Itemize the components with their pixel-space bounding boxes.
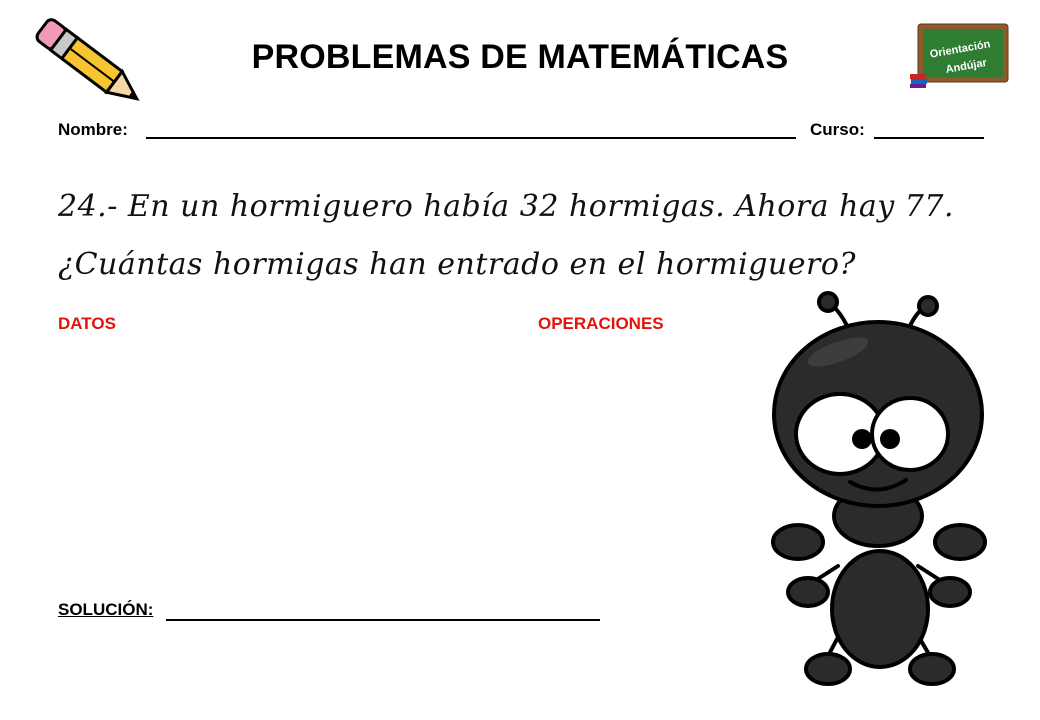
course-field[interactable] — [874, 137, 984, 139]
problem-line-1: 24.- En un hormiguero había 32 hormigas. Ahora hay 77. — [58, 189, 954, 224]
logo-line2: Andújar — [944, 56, 988, 76]
chalkboard-logo — [908, 22, 1010, 88]
operations-label: OPERACIONES — [538, 314, 664, 333]
course-label: Curso: — [810, 120, 865, 139]
ant-illustration — [768, 284, 1000, 704]
problem-line-2: ¿Cuántas hormigas han entrado en el hormiguero? — [58, 247, 856, 282]
name-field[interactable] — [146, 137, 796, 139]
data-label: DATOS — [58, 314, 116, 333]
page-title: PROBLEMAS DE MATEMÁTICAS — [251, 38, 789, 76]
logo-line1: Orientación — [928, 38, 992, 61]
solution-field[interactable] — [166, 619, 600, 621]
solution-label: SOLUCIÓN: — [58, 600, 154, 619]
problem-statement — [58, 178, 998, 294]
name-label: Nombre: — [58, 120, 128, 139]
